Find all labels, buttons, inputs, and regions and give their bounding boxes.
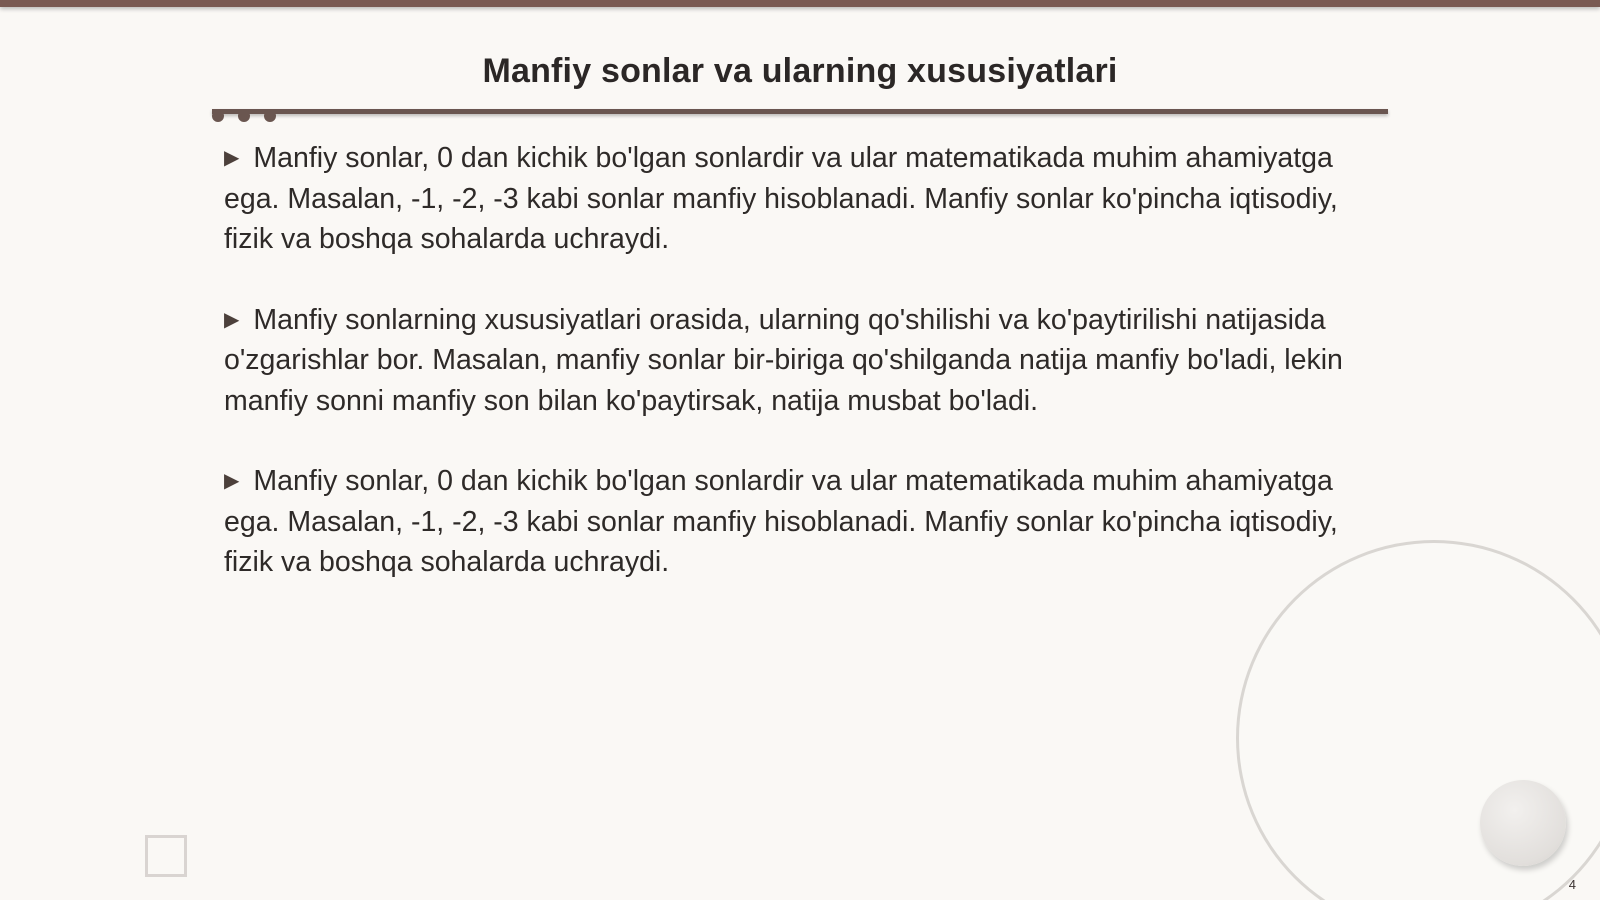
triangle-bullet-icon: ▶	[224, 147, 240, 169]
triangle-bullet-icon: ▶	[224, 470, 240, 492]
decor-dot	[212, 110, 224, 122]
paragraph-text: Manfiy sonlarning xususiyatlari orasida, ularning qo'shilishi va ko'paytirilishi natijasida o'zgarishlar bor. Masalan, manfiy sonlar bir-biriga qo'shilganda natija manfiy bo'ladi, lekin manfiy sonni manfiy son bilan ko'paytirsak, natija musbat bo'ladi.	[224, 303, 1343, 417]
slide-body	[224, 138, 1344, 623]
bullet-paragraph	[224, 300, 1344, 422]
decor-square	[145, 835, 187, 877]
top-accent-bar	[0, 0, 1600, 7]
paragraph-text: Manfiy sonlar, 0 dan kichik bo'lgan sonlardir va ular matematikada muhim ahamiyatga ega. Masalan, -1, -2, -3 kabi sonlar manfiy hisoblanadi. Manfiy sonlar ko'pincha iqtisodiy, fizik va boshqa sohalarda uchraydi.	[224, 465, 1338, 578]
page-number: 4	[1568, 877, 1576, 892]
decor-dot	[238, 110, 250, 122]
paragraph-text: Manfiy sonlar, 0 dan kichik bo'lgan sonlardir va ular matematikada muhim ahamiyatga ega. Masalan, -1, -2, -3 kabi sonlar manfiy hisoblanadi. Manfiy sonlar ko'pincha iqtisodiy, fizik va boshqa sohalarda uchraydi.	[224, 142, 1338, 255]
slide-title: Manfiy sonlar va ularning xususiyatlari	[482, 52, 1118, 90]
decor-small-circle	[1480, 780, 1566, 866]
triangle-bullet-icon: ▶	[224, 308, 240, 331]
bullet-paragraph	[224, 461, 1344, 583]
title-underline	[212, 109, 1388, 114]
bullet-paragraph	[224, 138, 1344, 260]
decor-dot	[264, 110, 276, 122]
